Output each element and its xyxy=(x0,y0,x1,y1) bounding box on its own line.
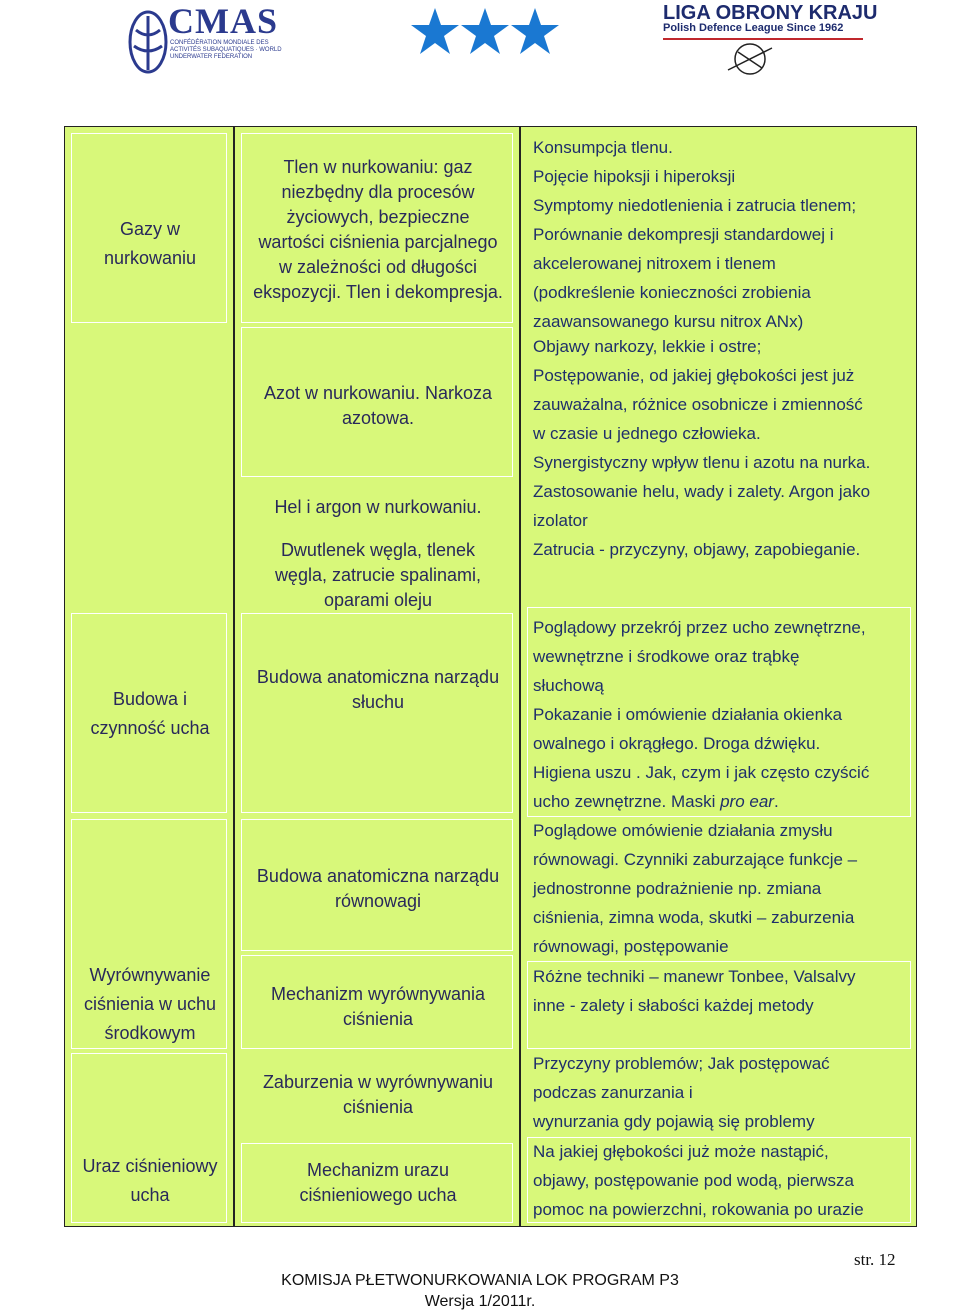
footer-line-1: KOMISJA PŁETWONURKOWANIA LOK PROGRAM P3 xyxy=(281,1272,679,1289)
content-hearing-text: Poglądowy przekrój przez ucho zewnętrzne, wewnętrzne i środkowe oraz trąbkę słuchową Pokazanie i omówienie działania okienka owalnego i okrągłego. Droga dźwięku. Higiena uszu . Jak, czym i jak często czyścić ucho zewnętrzne. Maski xyxy=(533,618,870,811)
subtopic-helium-argon: Hel i argon w nurkowaniu. xyxy=(274,497,482,517)
subtopic-barotrauma-mechanism: Mechanizm urazu ciśnieniowego ucha xyxy=(299,1160,457,1205)
content-equalization-techniques: Różne techniki – manewr Tonbee, Valsalvy inne - zalety i słabości każdej metody xyxy=(533,967,856,1015)
lok-subtitle: Polish Defence League Since 1962 xyxy=(663,22,844,34)
page-number: str. 12 xyxy=(854,1250,896,1269)
subtopic-balance-anatomy: Budowa anatomiczna narządu równowagi xyxy=(256,866,500,911)
program-table xyxy=(64,126,917,1227)
content-hearing xyxy=(533,613,913,816)
content-hearing-italic: pro ear xyxy=(720,792,774,811)
cmas-wordmark: CMAS xyxy=(168,1,278,41)
lok-title: LIGA OBRONY KRAJU xyxy=(663,2,878,24)
subtopic-equalization-disorders: Zaburzenia w wyrównywaniu ciśnienia xyxy=(262,1072,494,1117)
subtopic-nitrogen: Azot w nurkowaniu. Narkoza azotowa. xyxy=(263,383,493,428)
topic-ear-barotrauma: Uraz ciśnieniowy ucha xyxy=(82,1156,218,1205)
content-column xyxy=(520,126,917,1227)
content-balance: Poglądowe omówienie działania zmysłu równowagi. Czynniki zaburzające funkcje – jednostronne podrażnienie np. zmiana ciśnienia, zimna woda, skutki – zaburzenia równowagi, postępowanie xyxy=(533,821,858,956)
topic-ear-anatomy: Budowa i czynność ucha xyxy=(90,689,210,738)
topic-gases: Gazy w nurkowaniu xyxy=(103,219,197,268)
topic-column xyxy=(64,126,234,1227)
page-header xyxy=(0,0,960,100)
subtopic-equalization-mechanism: Mechanizm wyrównywania ciśnienia xyxy=(270,984,486,1029)
topic-middle-ear-equalization: Wyrównywanie ciśnienia w uchu środkowym xyxy=(83,965,217,1043)
content-poisoning: Zatrucia - przyczyny, objawy, zapobieganie. xyxy=(533,540,861,559)
content-oxygen: Konsumpcja tlenu. Pojęcie hipoksji i hiperoksji Symptomy niedotlenienia i zatrucia tlenem; Porównanie dekompresji standardowej i akcelerowanej nitroxem i tlenem (podkreślenie konieczności zrobienia zaawansowanego kursu nitrox ANx) xyxy=(533,138,857,331)
subtopic-hearing-anatomy: Budowa anatomiczna narządu słuchu xyxy=(256,667,500,712)
subtopic-carbon-dioxide: Dwutlenek węgla, tlenek węgla, zatrucie spalinami, oparami oleju xyxy=(274,540,482,610)
content-equalization-problems: Przyczyny problemów; Jak postępować podczas zanurzania i wynurzania gdy pojawią się problemy xyxy=(533,1054,830,1131)
content-nitrogen: Objawy narkozy, lekkie i ostre; Postępowanie, od jakiej głębokości jest już zauważalna, różnice osobnicze i zmienność w czasie u jednego człowieka. Synergistyczny wpływ tlenu i azotu na nurka. xyxy=(533,337,871,472)
footer-line-2: Wersja 1/2011r. xyxy=(424,1293,536,1310)
subtopic-oxygen: Tlen w nurkowaniu: gaz niezbędny dla procesów życiowych, bezpieczne wartości ciśnienia parcjalnego w zależności od długości ekspozycji. Tlen i dekompresja. xyxy=(253,157,503,302)
content-barotrauma: Na jakiej głębokości już może nastąpić, objawy, postępowanie pod wodą, pierwsza pomoc na powierzchni, rokowania po urazie xyxy=(533,1142,864,1219)
subtopic-column xyxy=(234,126,520,1227)
content-helium-argon: Zastosowanie helu, wady i zalety. Argon jako izolator xyxy=(533,482,871,530)
content-hearing-tail: . xyxy=(773,792,779,811)
cmas-subtitle: CONFÉDÉRATION MONDIALE DES ACTIVITÉS SUBAQUATIQUES · WORLD UNDERWATER FEDERATION xyxy=(170,40,282,60)
lok-emblem-icon xyxy=(720,40,780,78)
three-stars-icon xyxy=(410,6,560,58)
